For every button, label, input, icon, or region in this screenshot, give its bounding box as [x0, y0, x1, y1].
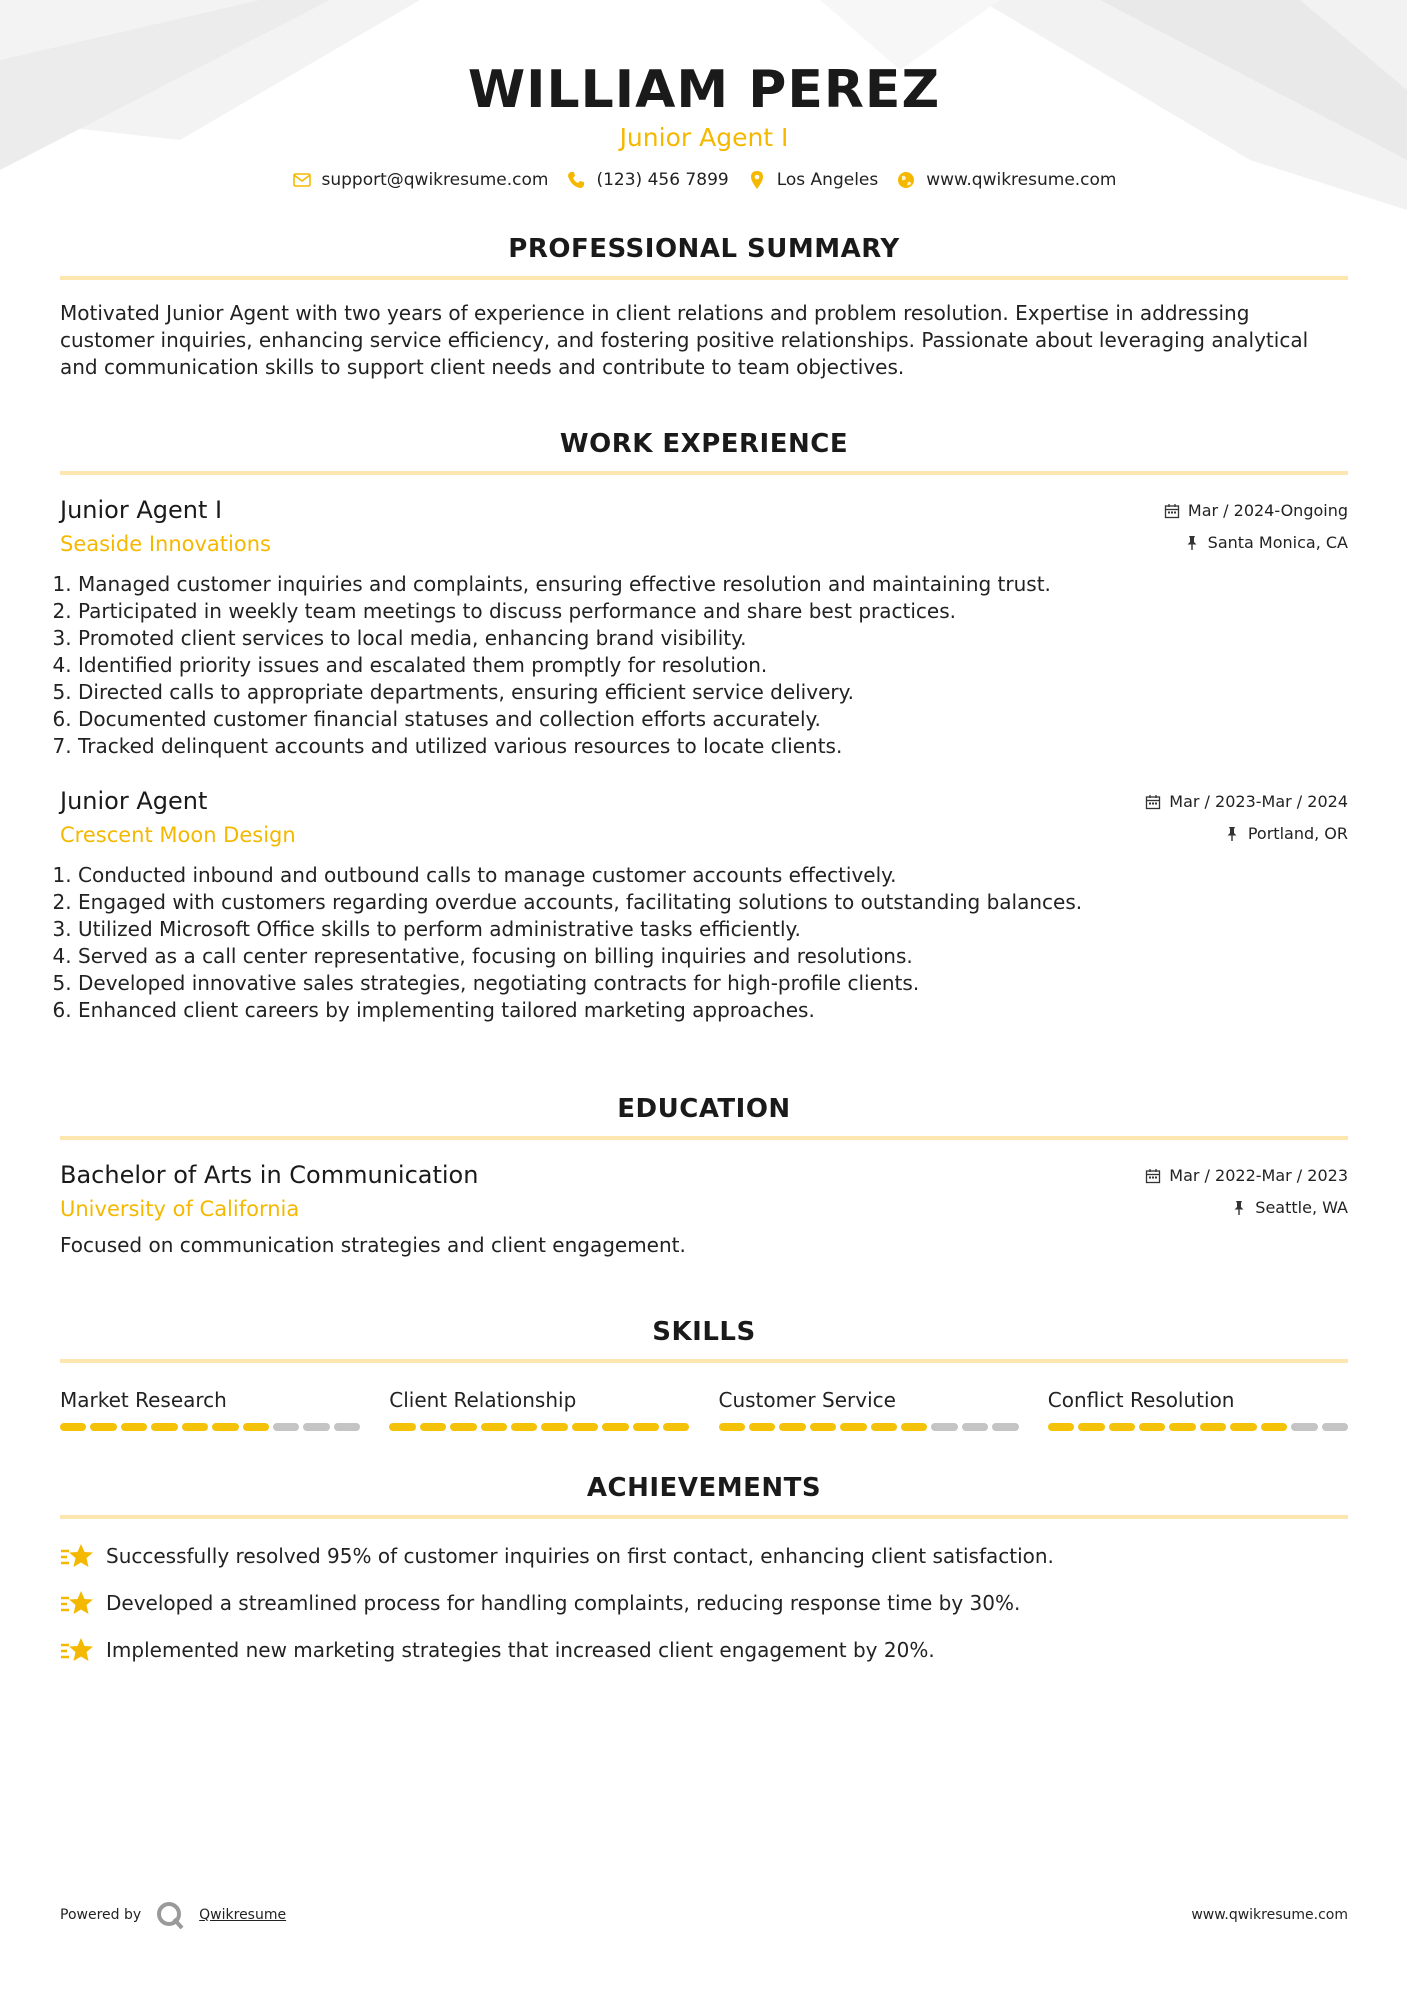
- skills-title: SKILLS: [652, 1317, 756, 1347]
- job-location: [1164, 527, 1348, 559]
- skill-level-bar: [719, 1423, 1019, 1431]
- skill-level-segment: [719, 1423, 745, 1431]
- skill-level-segment: [633, 1423, 659, 1431]
- summary-title: PROFESSIONAL SUMMARY: [508, 234, 900, 264]
- skill-level-segment: [749, 1423, 775, 1431]
- experience-title: WORK EXPERIENCE: [559, 429, 849, 459]
- skill-level-segment: [1139, 1423, 1165, 1431]
- contact-website-text: www.qwikresume.com: [926, 170, 1117, 190]
- globe-icon: [896, 170, 916, 190]
- skill-level-segment: [481, 1423, 507, 1431]
- skill-level-segment: [1322, 1423, 1348, 1431]
- job-location-text: Portland, OR: [1247, 824, 1348, 843]
- summary-text: Motivated Junior Agent with two years of experience in client relations and problem resolution. Expertise in addressing customer inquiries, enhancing service efficiency, and fostering positive relationships. Passionate about leveraging analytical and communication skills to support client needs and contribute to team objectives.: [60, 301, 1309, 379]
- achievement-item: [60, 1635, 1348, 1665]
- job-bullet: 5. Developed innovative sales strategies, negotiating contracts for high-profile clients.: [78, 970, 1348, 997]
- summary-section: [60, 232, 1348, 381]
- job-company: Crescent Moon Design: [60, 823, 296, 847]
- resume-header: [60, 0, 1348, 190]
- skill-level-segment: [1230, 1423, 1256, 1431]
- education-dates: [1145, 1160, 1348, 1192]
- resume-page: [60, 0, 1348, 1682]
- job-title: Junior Agent I: [60, 496, 223, 524]
- achievements-section: [60, 1471, 1348, 1665]
- job-bullet: 1. Conducted inbound and outbound calls to manage customer accounts effectively.: [78, 862, 1348, 889]
- job-title: Junior Agent: [60, 787, 208, 815]
- skill-level-segment: [151, 1423, 177, 1431]
- candidate-name: WILLIAM PEREZ: [467, 60, 941, 120]
- contact-location: [747, 170, 879, 190]
- skill-level-segment: [1109, 1423, 1135, 1431]
- page-footer: [60, 1900, 1348, 1930]
- pushpin-icon: [1184, 535, 1200, 551]
- skill-level-segment: [602, 1423, 628, 1431]
- education-degree: Bachelor of Arts in Communication: [60, 1161, 479, 1189]
- job-bullet: 5. Directed calls to appropriate departments, ensuring efficient service delivery.: [78, 679, 1348, 706]
- job-dates-text: Mar / 2023-Mar / 2024: [1169, 792, 1348, 811]
- job-bullet: 2. Engaged with customers regarding overdue accounts, facilitating solutions to outstanding balances.: [78, 889, 1348, 916]
- achievement-text: Successfully resolved 95% of customer inquiries on first contact, enhancing client satisfaction.: [106, 1543, 1054, 1568]
- pushpin-icon: [1224, 826, 1240, 842]
- skill-level-segment: [1261, 1423, 1287, 1431]
- skill-level-segment: [511, 1423, 537, 1431]
- skill-level-bar: [60, 1423, 360, 1431]
- skill-level-segment: [779, 1423, 805, 1431]
- skill-level-segment: [1291, 1423, 1317, 1431]
- contact-phone-text: (123) 456 7899: [596, 170, 729, 190]
- skill-item: [60, 1387, 360, 1431]
- star-award-icon: [60, 1588, 94, 1618]
- footer-url[interactable]: www.qwikresume.com: [1191, 1907, 1348, 1923]
- calendar-icon: [1145, 794, 1161, 810]
- star-award-icon: [60, 1541, 94, 1571]
- star-award-icon: [60, 1635, 94, 1665]
- education-location-text: Seattle, WA: [1255, 1198, 1348, 1217]
- education-dates-text: Mar / 2022-Mar / 2023: [1169, 1166, 1348, 1185]
- contact-phone[interactable]: [566, 170, 728, 190]
- achievement-text: Implemented new marketing strategies that increased client engagement by 20%.: [106, 1637, 935, 1662]
- education-title: EDUCATION: [617, 1094, 791, 1124]
- job-bullet: 6. Enhanced client careers by implementing tailored marketing approaches.: [78, 997, 1348, 1024]
- education-location: [1145, 1192, 1348, 1224]
- job-bullet: 6. Documented customer financial statuses and collection efforts accurately.: [78, 706, 1348, 733]
- skills-section: [60, 1315, 1348, 1431]
- education-school: University of California: [60, 1197, 300, 1221]
- job-bullet: 4. Served as a call center representative, focusing on billing inquiries and resolutions.: [78, 943, 1348, 970]
- skills-list: [60, 1387, 1348, 1431]
- map-marker-icon: [747, 170, 767, 190]
- skill-level-segment: [871, 1423, 897, 1431]
- skill-level-segment: [273, 1423, 299, 1431]
- job-location: [1145, 818, 1348, 850]
- skill-name: Market Research: [60, 1388, 227, 1412]
- contact-email[interactable]: [292, 170, 549, 190]
- skill-name: Conflict Resolution: [1047, 1388, 1235, 1412]
- job-bullets: [60, 571, 1348, 760]
- achievement-item: [60, 1588, 1348, 1618]
- powered-by: [60, 1900, 286, 1930]
- powered-by-label: Powered by: [60, 1907, 142, 1923]
- skill-level-segment: [962, 1423, 988, 1431]
- skill-level-segment: [572, 1423, 598, 1431]
- skill-level-segment: [1169, 1423, 1195, 1431]
- skill-level-segment: [931, 1423, 957, 1431]
- skill-level-segment: [303, 1423, 329, 1431]
- skill-level-segment: [212, 1423, 238, 1431]
- skill-level-segment: [243, 1423, 269, 1431]
- skill-level-segment: [541, 1423, 567, 1431]
- job-bullet: 1. Managed customer inquiries and complaints, ensuring effective resolution and maintaining trust.: [78, 571, 1348, 598]
- contact-email-text: support@qwikresume.com: [321, 170, 549, 190]
- skill-level-segment: [992, 1423, 1018, 1431]
- job-bullet: 7. Tracked delinquent accounts and utilized various resources to locate clients.: [78, 733, 1348, 760]
- skill-level-segment: [840, 1423, 866, 1431]
- section-divider: [60, 276, 1348, 280]
- skill-level-segment: [1048, 1423, 1074, 1431]
- section-divider: [60, 471, 1348, 475]
- section-divider: [60, 1136, 1348, 1140]
- contact-bar: [60, 170, 1348, 190]
- qwikresume-link[interactable]: Qwikresume: [199, 1907, 287, 1923]
- job-bullet: 2. Participated in weekly team meetings to discuss performance and share best practices.: [78, 598, 1348, 625]
- skill-level-bar: [389, 1423, 689, 1431]
- phone-icon: [566, 170, 586, 190]
- skill-level-segment: [1078, 1423, 1104, 1431]
- skill-name: Client Relationship: [389, 1388, 577, 1412]
- skill-level-segment: [810, 1423, 836, 1431]
- skill-item: [719, 1387, 1019, 1431]
- skill-level-segment: [663, 1423, 689, 1431]
- job-entry: [60, 495, 1348, 760]
- achievement-item: [60, 1541, 1348, 1571]
- calendar-icon: [1145, 1168, 1161, 1184]
- skill-level-segment: [121, 1423, 147, 1431]
- contact-location-text: Los Angeles: [776, 170, 879, 190]
- education-section: [60, 1092, 1348, 1259]
- candidate-role: Junior Agent I: [619, 123, 789, 152]
- skill-level-segment: [901, 1423, 927, 1431]
- job-dates: [1164, 495, 1348, 527]
- skill-item: [389, 1387, 689, 1431]
- skill-level-segment: [334, 1423, 360, 1431]
- skill-level-segment: [420, 1423, 446, 1431]
- skill-level-segment: [60, 1423, 86, 1431]
- job-location-text: Santa Monica, CA: [1207, 533, 1348, 552]
- job-bullets: [60, 862, 1348, 1024]
- achievements-title: ACHIEVEMENTS: [586, 1473, 822, 1503]
- calendar-icon: [1164, 503, 1180, 519]
- job-bullet: 3. Promoted client services to local media, enhancing brand visibility.: [78, 625, 1348, 652]
- qwikresume-logo-icon: [155, 1900, 185, 1930]
- achievement-text: Developed a streamlined process for handling complaints, reducing response time by 30%.: [106, 1590, 1021, 1615]
- skill-name: Customer Service: [718, 1388, 896, 1412]
- job-bullet: 3. Utilized Microsoft Office skills to perform administrative tasks efficiently.: [78, 916, 1348, 943]
- envelope-icon: [292, 170, 312, 190]
- job-company: Seaside Innovations: [60, 532, 271, 556]
- job-dates-text: Mar / 2024-Ongoing: [1187, 501, 1348, 520]
- education-description: Focused on communication strategies and client engagement.: [60, 1233, 686, 1257]
- skill-item: [1048, 1387, 1348, 1431]
- section-divider: [60, 1515, 1348, 1519]
- pushpin-icon: [1231, 1200, 1247, 1216]
- skill-level-segment: [389, 1423, 415, 1431]
- job-bullet: 4. Identified priority issues and escalated them promptly for resolution.: [78, 652, 1348, 679]
- skill-level-segment: [1200, 1423, 1226, 1431]
- job-entry: [60, 786, 1348, 1024]
- skill-level-segment: [182, 1423, 208, 1431]
- experience-section: [60, 427, 1348, 1024]
- section-divider: [60, 1359, 1348, 1363]
- skill-level-segment: [90, 1423, 116, 1431]
- skill-level-segment: [450, 1423, 476, 1431]
- skill-level-bar: [1048, 1423, 1348, 1431]
- contact-website[interactable]: [896, 170, 1116, 190]
- job-dates: [1145, 786, 1348, 818]
